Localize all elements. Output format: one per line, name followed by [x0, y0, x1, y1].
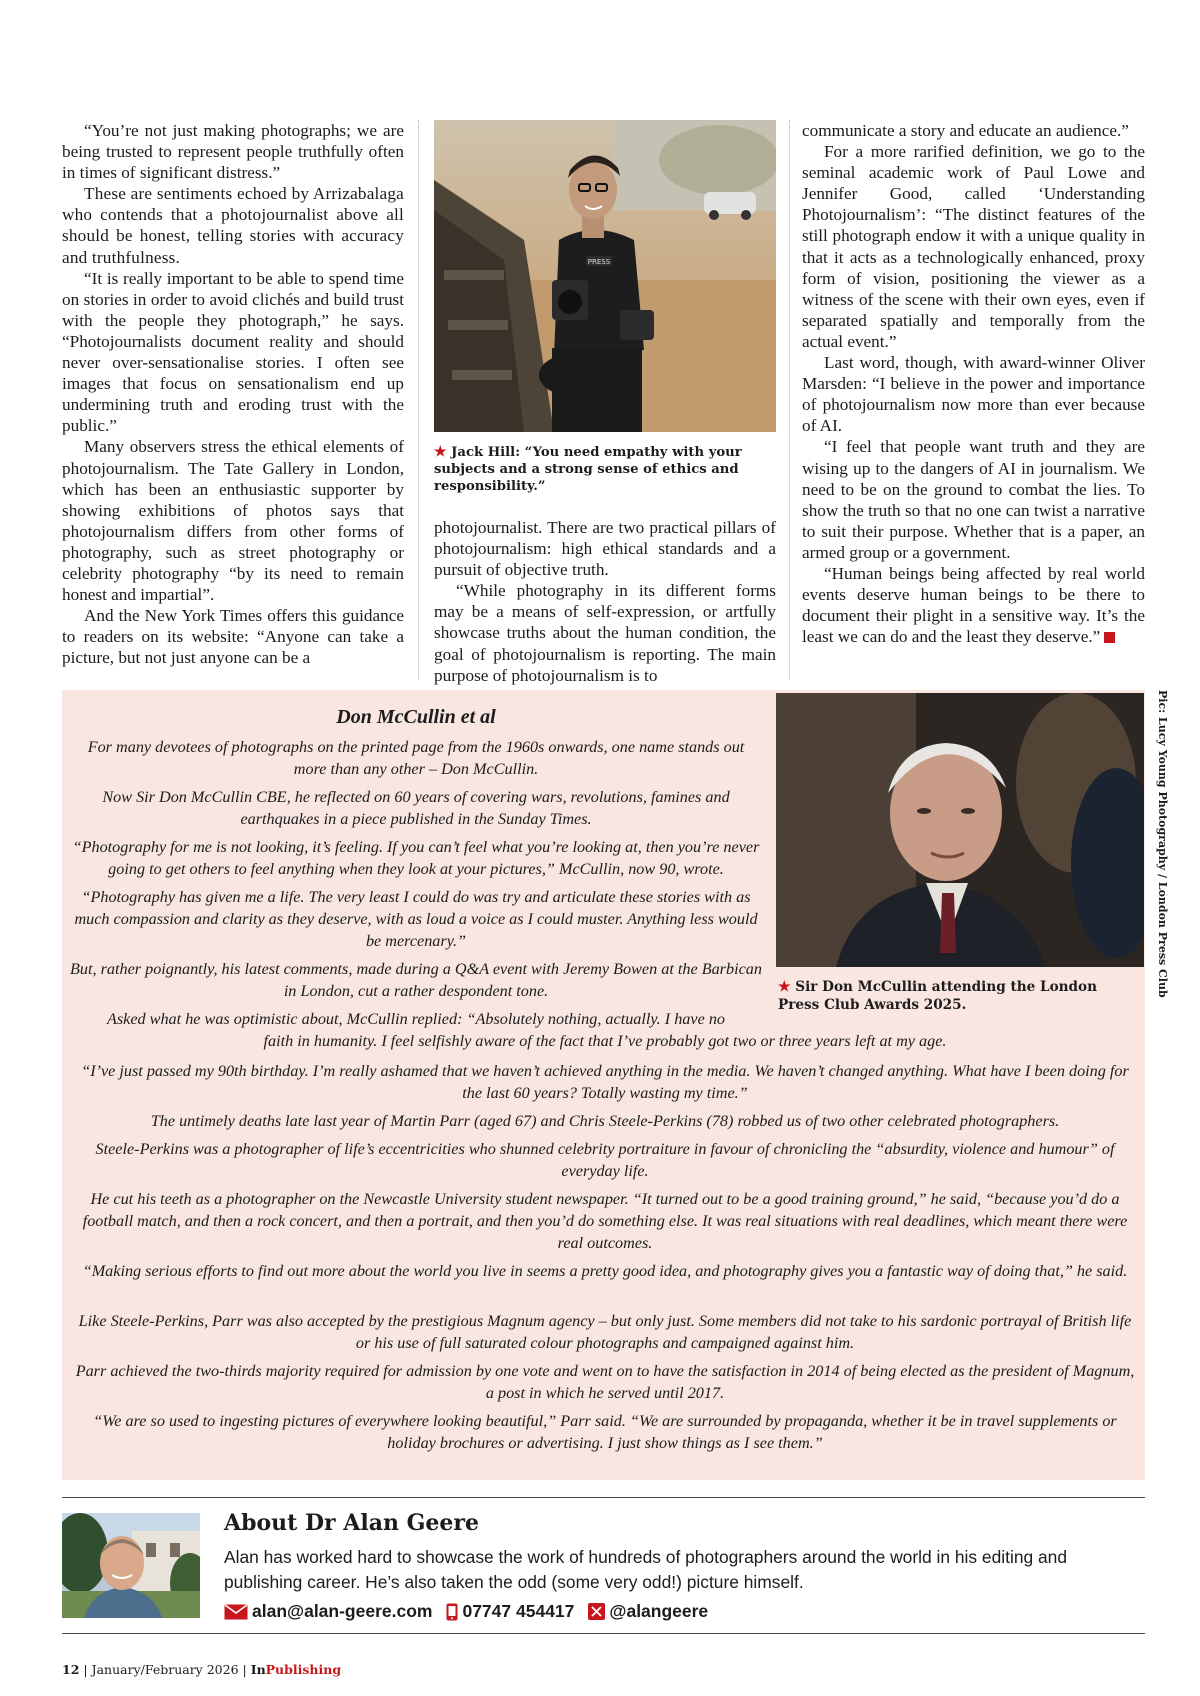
- box-paragraph: But, rather poignantly, his latest comments, made during a Q&A event with Jeremy Bowen at the Barbican in London, cut a rather despondent tone.: [70, 960, 762, 1000]
- article-paragraph: “It is really important to be able to spend time on stories in order to avoid clichés and build trust with the people they photograph,” he says. “Photojournalists document reality and should never over-sensationalise stories. I often see images that focus on sensationalism end up undermining truth and eroding trust with the public.”: [62, 268, 404, 436]
- photo-credit: Pic: Lucy Young Photography / London Press Club: [1156, 690, 1169, 998]
- article-paragraph: And the New York Times offers this guidance to readers on its website: “Anyone can take a picture, but not just anyone can be a: [62, 606, 404, 668]
- email-contact[interactable]: [224, 1601, 432, 1622]
- article-paragraph: [802, 563, 1145, 647]
- box-paragraph: “Photography has given me a life. The very least I could do was try and articulate these stories with as much compassion and clarity as they deserve, with as loud a voice as I could muster. Anything less would be mercenary.”: [74, 888, 758, 950]
- column-divider: [418, 120, 419, 680]
- email-icon: [224, 1604, 248, 1620]
- author-photo: [62, 1513, 200, 1618]
- star-icon: ★: [434, 444, 447, 460]
- email-link[interactable]: alan@alan-geere.com: [252, 1601, 433, 1621]
- article-paragraph: communicate a story and educate an audience.”: [802, 121, 1129, 140]
- author-heading: About Dr Alan Geere: [224, 1510, 479, 1536]
- box-paragraph: faith in humanity. I feel selfishly aware of the fact that I’ve probably got two or three years left at my age.: [263, 1032, 947, 1050]
- page-number: 12: [62, 1662, 80, 1677]
- issue-date: January/February 2026: [91, 1662, 239, 1677]
- caption-text: Sir Don McCullin attending the London Press Club Awards 2025.: [778, 979, 1097, 1013]
- don-mccullin-photo: [776, 693, 1144, 967]
- box-paragraph: He cut his teeth as a photographer on the Newcastle University student newspaper. “It turned out to be a good training ground,” he said, “because you’d do a football match, and then a rock concert, and then a portrait, and then you’d do something else. It was real situations with real deadlines, which meant there were real outcomes.: [82, 1190, 1128, 1252]
- x-twitter-icon: [588, 1603, 605, 1620]
- page-footer: 12 | January/February 2026 | InPublishing: [62, 1662, 342, 1677]
- publication-prefix: In: [250, 1662, 266, 1677]
- box-paragraph: Parr achieved the two-thirds majority required for admission by one vote and went on to have the satisfaction in 2014 of being elected as the president of Magnum, a post in which he served until 2017.: [75, 1362, 1135, 1402]
- phone-number[interactable]: 07747 454417: [462, 1601, 575, 1621]
- author-bio: Alan has worked hard to showcase the work of hundreds of photographers around the world in his editing and publishing career. He’s also taken the odd (some very odd!) picture himself.: [224, 1547, 1068, 1592]
- publication-name: Publishing: [265, 1662, 342, 1677]
- jack-hill-photo: [434, 120, 776, 432]
- box-paragraph: The untimely deaths late last year of Martin Parr (aged 67) and Chris Steele-Perkins (78) robbed us of two other celebrated photographers.: [150, 1112, 1060, 1130]
- divider: [62, 1633, 1145, 1634]
- box-paragraph: Like Steele-Perkins, Parr was also accepted by the prestigious Magnum agency – but only just. Some members did not take to his sardonic portrayal of British life or his use of full saturated colour photographs and campaigned against him.: [78, 1312, 1132, 1352]
- box-paragraph: Now Sir Don McCullin CBE, he reflected on 60 years of covering wars, revolutions, famines and earthquakes in a piece published in the Sunday Times.: [102, 788, 730, 828]
- article-column-1: [62, 120, 404, 668]
- box-paragraph: “We are so used to ingesting pictures of everywhere looking beautiful,” Parr said. “We are surrounded by propaganda, whether it be in travel supplements or holiday brochures or advertising. I just show things as I see them.”: [93, 1412, 1117, 1452]
- article-paragraph: Many observers stress the ethical elements of photojournalism. The Tate Gallery in London, which has been an enthusiastic supporter by showing exhibitions of photos says that photojournalism differs from other forms of photography, such as street photography or celebrity photography “by its need to remain honest and impartial”.: [62, 437, 404, 605]
- box-paragraph: “Making serious efforts to find out more about the world you live in seems a pretty good idea, and photography gives you a fantastic way of doing that,” he said.: [82, 1262, 1128, 1280]
- article-paragraph-text: “Human beings being affected by real world events deserve human beings to be there to document their plight in a sensitive way. It’s the least we can do and the least they deserve.”: [802, 563, 1145, 647]
- article-paragraph: “You’re not just making photographs; we are being trusted to represent people truthfully often in times of significant distress.”: [62, 121, 404, 183]
- photo-caption: [434, 444, 776, 495]
- box-paragraph: Steele-Perkins was a photographer of life’s eccentricities who shunned celebrity portraiture in favour of chronicling the “absurdity, violence and humour” of everyday life.: [95, 1140, 1115, 1180]
- photo-caption: [778, 978, 1118, 1014]
- article-paragraph: For a more rarified definition, we go to the seminal academic work of Paul Lowe and Jennifer Good, called ‘Understanding Photojournalism’: “The distinct features of the still photograph endow it with a unique quality in that it acts as a technologically enhanced, proxy form of vision, positioning the viewer as a witness of the scene with their own eyes, even if separated spatially and temporally from the actual event.”: [802, 142, 1145, 351]
- phone-icon: [446, 1603, 458, 1621]
- end-mark-icon: [1104, 632, 1115, 643]
- box-paragraph: Asked what he was optimistic about, McCullin replied: “Absolutely nothing, actually. I have no: [106, 1010, 726, 1028]
- article-paragraph: Last word, though, with award-winner Oliver Marsden: “I believe in the power and importance of photojournalism now more than ever because of AI.: [802, 353, 1145, 436]
- phone-contact[interactable]: [446, 1601, 574, 1622]
- caption-text: Jack Hill: “You need empathy with your subjects and a strong sense of ethics and responsibility.”: [434, 445, 742, 494]
- press-label: PRESS: [587, 258, 611, 266]
- article-column-3: [802, 120, 1145, 647]
- article-paragraph: “While photography in its different forms may be a means of self-expression, or artfully showcase truths about the human condition, the goal of photojournalism is reporting. The main purpose of photojournalism is to: [434, 581, 776, 685]
- social-contact[interactable]: [588, 1601, 708, 1622]
- column-divider: [789, 120, 790, 680]
- star-icon: ★: [778, 979, 791, 995]
- article-column-2: [434, 120, 776, 686]
- box-title: Don McCullin et al: [336, 706, 496, 728]
- box-paragraph: “I’ve just passed my 90th birthday. I’m really ashamed that we haven’t achieved anything in the media. We haven’t changed anything. What have I been doing for the last 60 years? Totally wasting my time.”: [81, 1062, 1129, 1102]
- social-handle[interactable]: @alangeere: [609, 1601, 709, 1621]
- divider: [62, 1497, 1145, 1498]
- box-paragraph: “Photography for me is not looking, it’s feeling. If you can’t feel what you’re looking at, then you’re never going to get others to feel anything when they look at your pictures,” McCullin, now 90, wrote.: [72, 838, 760, 878]
- box-paragraph: For many devotees of photographs on the printed page from the 1960s onwards, one name stands out more than any other – Don McCullin.: [87, 738, 745, 778]
- author-contact: [224, 1601, 722, 1622]
- article-paragraph: These are sentiments echoed by Arrizabalaga who contends that a photojournalist above all should be honest, telling stories with accuracy and truthfulness.: [62, 184, 404, 267]
- article-paragraph: photojournalist. There are two practical pillars of photojournalism: high ethical standards and a pursuit of objective truth.: [434, 518, 776, 580]
- article-paragraph: “I feel that people want truth and they are wising up to the dangers of AI in journalism. We need to be on the ground to combat the lies. To show the truth so that no one can twist a narrative to suit their purpose. Whether that is a paper, an armed group or a government.: [802, 437, 1145, 562]
